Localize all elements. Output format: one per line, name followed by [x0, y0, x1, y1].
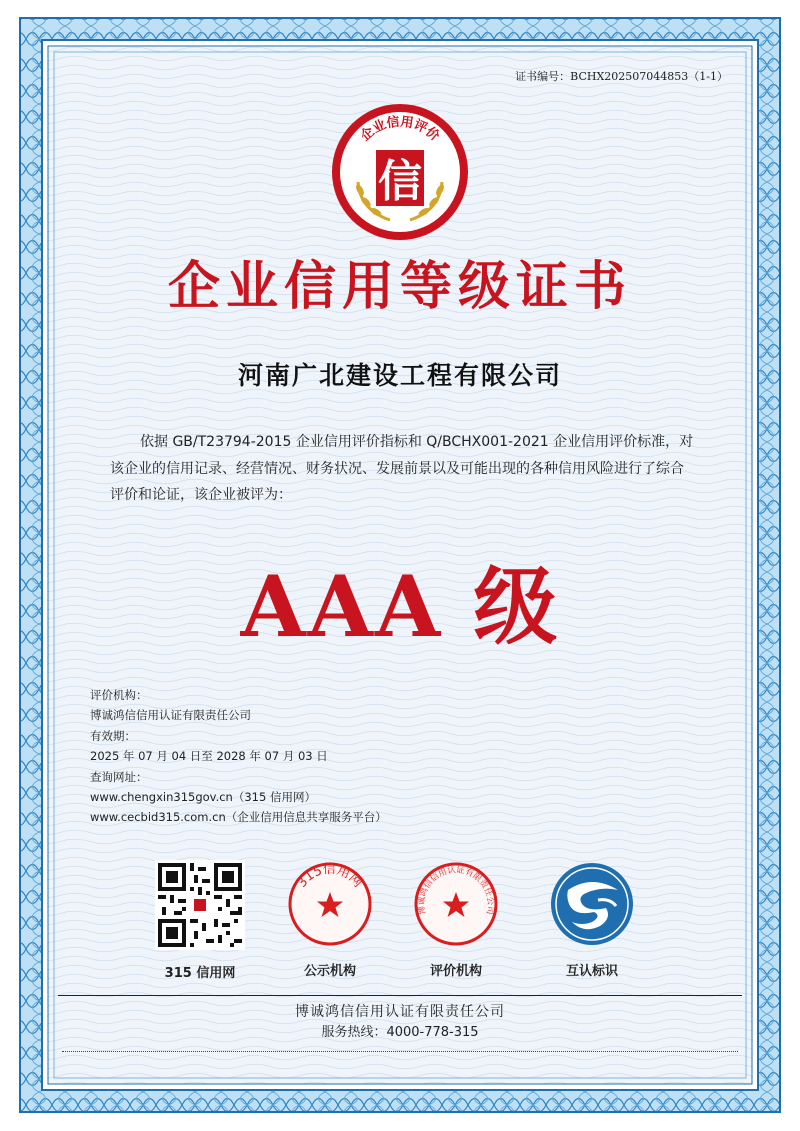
credit-grade: AAA 级	[240, 557, 560, 656]
credit-emblem-icon	[330, 102, 470, 242]
evaluation-statement: 依据 GB/T23794-2015 企业信用评价指标和 Q/BCHX001-2021 企业信用评价标准，对该企业的信用记录、经营情况、财务状况、发展前景以及可能出现的各种信用风险进行了综合评价和论证，该企业被评为：	[110, 434, 694, 503]
query-url-label: 查询网址：	[90, 769, 148, 784]
mark-315	[154, 860, 246, 981]
query-url-2[interactable]: www.cecbid315.com.cn（企业信用信息共享服务平台）	[90, 810, 387, 825]
mark-evaluation-org	[410, 860, 502, 979]
dotted-divider	[62, 1051, 738, 1052]
seal-2-text: 博诚鸿信信用认证有限责任公司	[416, 865, 496, 916]
certificate-title: 企业信用等级证书	[167, 257, 632, 317]
footer-company: 博诚鸿信信用认证有限责任公司	[295, 1004, 505, 1020]
mark-evaluation-org-label: 评价机构	[429, 964, 482, 979]
red-seal-icon	[412, 860, 500, 948]
validity-value: 2025 年 07 月 04 日至 2028 年 07 月 03 日	[90, 749, 328, 764]
mark-public-org	[284, 860, 376, 979]
emblem-arc-text: 企业信用评价	[357, 114, 443, 145]
mutual-recognition-logo-icon	[548, 860, 636, 948]
seal-1-text: 315信用网	[294, 862, 366, 891]
company-name: 河南广北建设工程有限公司	[237, 361, 562, 390]
evaluation-org-value: 博诚鸿信信用认证有限责任公司	[90, 708, 251, 723]
qr-code-icon[interactable]	[155, 860, 245, 950]
mark-public-org-label: 公示机构	[303, 964, 356, 979]
footer-hotline: 服务热线：4000-778-315	[321, 1025, 479, 1040]
mark-315-label: 315 信用网	[164, 966, 236, 981]
validity-label: 有效期：	[90, 728, 136, 743]
red-seal-icon	[286, 860, 374, 948]
certificate-number: 证书编号：BCHX202507044853（1-1）	[515, 70, 728, 83]
emblem-glyph: 信	[378, 156, 422, 207]
certificate-details	[90, 685, 387, 828]
mark-mutual-recognition-label: 互认标识	[565, 964, 618, 979]
query-url-1[interactable]: www.chengxin315gov.cn（315 信用网）	[90, 790, 316, 805]
evaluation-org-label: 评价机构：	[90, 688, 148, 702]
certificate-body	[58, 58, 742, 1073]
footer-divider	[58, 995, 742, 996]
mark-mutual-recognition	[546, 860, 638, 979]
